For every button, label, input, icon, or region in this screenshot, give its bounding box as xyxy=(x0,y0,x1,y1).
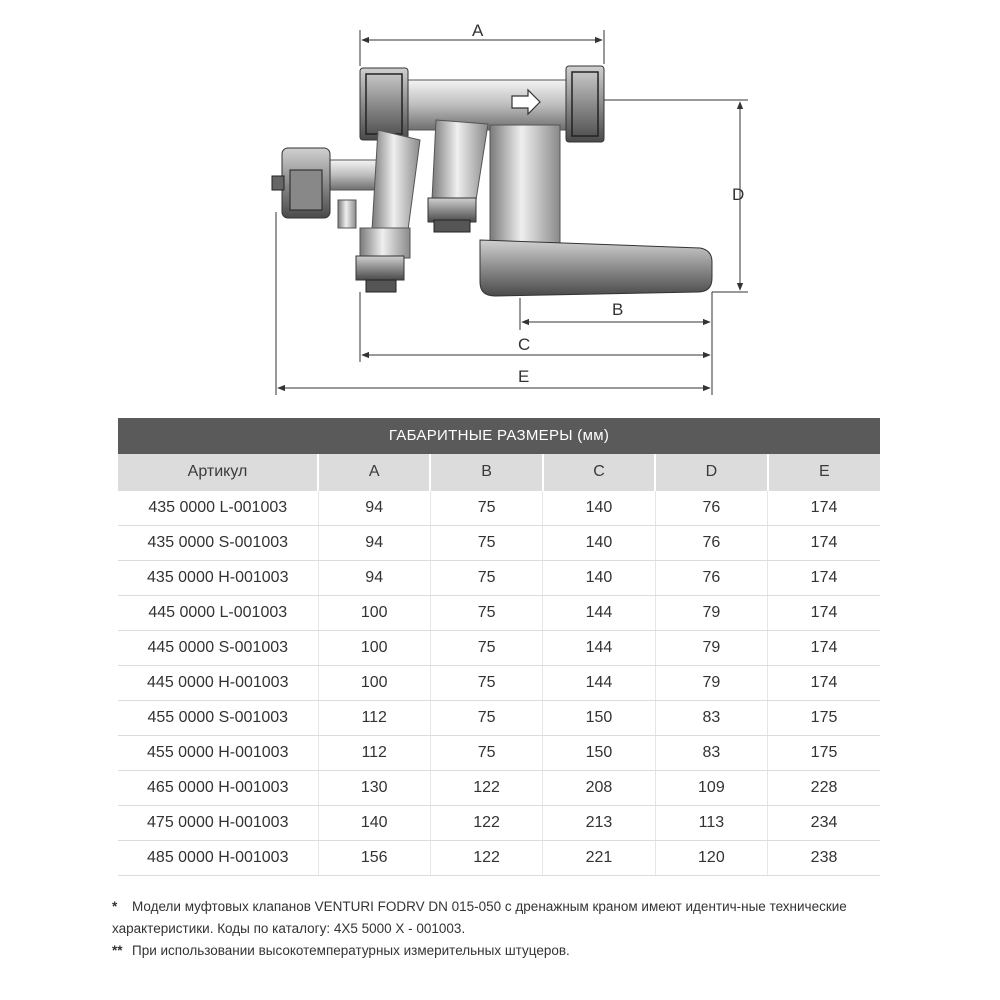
cell-e: 174 xyxy=(768,666,880,701)
cell-a: 94 xyxy=(318,491,430,526)
cell-article: 455 0000 S-001003 xyxy=(118,701,318,736)
cell-d: 120 xyxy=(655,841,767,876)
cell-c: 140 xyxy=(543,526,655,561)
dimensions-table-section xyxy=(118,418,880,876)
cell-article: 475 0000 H-001003 xyxy=(118,806,318,841)
cell-b: 75 xyxy=(430,631,542,666)
dimension-c-label: C xyxy=(518,335,531,354)
footnote-1-text: Модели муфтовых клапанов VENTURI FODRV DN 015-050 с дренажным краном имеют идентич-ные технические характеристики. Коды по каталогу: 4Х5 5000 Х - 001003. xyxy=(112,899,847,936)
cell-article: 445 0000 L-001003 xyxy=(118,596,318,631)
cell-d: 83 xyxy=(655,736,767,771)
table-body xyxy=(118,491,880,876)
valve-technical-drawing xyxy=(0,0,1000,410)
cell-c: 150 xyxy=(543,701,655,736)
cell-article: 455 0000 H-001003 xyxy=(118,736,318,771)
table-header-row xyxy=(118,454,880,491)
cell-e: 174 xyxy=(768,526,880,561)
cell-b: 122 xyxy=(430,771,542,806)
cell-b: 75 xyxy=(430,561,542,596)
cell-a: 94 xyxy=(318,526,430,561)
cell-c: 208 xyxy=(543,771,655,806)
table-row xyxy=(118,561,880,596)
table-row xyxy=(118,701,880,736)
cell-c: 140 xyxy=(543,561,655,596)
footnote-2-mark: ** xyxy=(112,943,123,958)
cell-article: 445 0000 H-001003 xyxy=(118,666,318,701)
cell-b: 122 xyxy=(430,806,542,841)
cell-e: 174 xyxy=(768,596,880,631)
header-d: D xyxy=(655,454,767,491)
cell-a: 94 xyxy=(318,561,430,596)
cell-e: 228 xyxy=(768,771,880,806)
cell-d: 79 xyxy=(655,596,767,631)
cell-a: 140 xyxy=(318,806,430,841)
header-b: B xyxy=(430,454,542,491)
cell-a: 130 xyxy=(318,771,430,806)
cell-c: 221 xyxy=(543,841,655,876)
cell-d: 76 xyxy=(655,561,767,596)
cell-b: 75 xyxy=(430,526,542,561)
header-article: Артикул xyxy=(118,454,318,491)
cell-a: 100 xyxy=(318,596,430,631)
cell-a: 156 xyxy=(318,841,430,876)
header-c: C xyxy=(543,454,655,491)
cell-c: 144 xyxy=(543,666,655,701)
cell-c: 213 xyxy=(543,806,655,841)
cell-d: 83 xyxy=(655,701,767,736)
cell-c: 144 xyxy=(543,596,655,631)
cell-a: 112 xyxy=(318,736,430,771)
table-row xyxy=(118,771,880,806)
footnote-1 xyxy=(112,896,872,940)
cell-d: 79 xyxy=(655,666,767,701)
cell-c: 150 xyxy=(543,736,655,771)
cell-b: 75 xyxy=(430,596,542,631)
cell-article: 435 0000 L-001003 xyxy=(118,491,318,526)
dimension-d-label: D xyxy=(732,185,745,204)
cell-article: 445 0000 S-001003 xyxy=(118,631,318,666)
dimension-a-label: A xyxy=(472,21,484,40)
cell-e: 174 xyxy=(768,491,880,526)
cell-article: 435 0000 S-001003 xyxy=(118,526,318,561)
table-row xyxy=(118,631,880,666)
cell-c: 144 xyxy=(543,631,655,666)
cell-article: 435 0000 H-001003 xyxy=(118,561,318,596)
dimension-b-label: B xyxy=(612,300,624,319)
cell-a: 100 xyxy=(318,666,430,701)
cell-b: 75 xyxy=(430,701,542,736)
table-title: ГАБАРИТНЫЕ РАЗМЕРЫ (мм) xyxy=(118,418,880,454)
cell-e: 238 xyxy=(768,841,880,876)
table-row xyxy=(118,736,880,771)
footnote-1-mark: * xyxy=(112,899,118,914)
table-row xyxy=(118,666,880,701)
table-row xyxy=(118,526,880,561)
header-e: E xyxy=(768,454,880,491)
table-row xyxy=(118,596,880,631)
footnote-2-text: При использовании высокотемпературных измерительных штуцеров. xyxy=(132,943,570,958)
cell-d: 109 xyxy=(655,771,767,806)
cell-e: 174 xyxy=(768,631,880,666)
cell-d: 113 xyxy=(655,806,767,841)
cell-c: 140 xyxy=(543,491,655,526)
cell-article: 485 0000 H-001003 xyxy=(118,841,318,876)
cell-article: 465 0000 H-001003 xyxy=(118,771,318,806)
cell-b: 75 xyxy=(430,666,542,701)
dimensions-table xyxy=(118,454,880,876)
table-row xyxy=(118,491,880,526)
table-row xyxy=(118,841,880,876)
dimension-e-label: E xyxy=(518,367,530,386)
cell-e: 175 xyxy=(768,736,880,771)
cell-b: 75 xyxy=(430,736,542,771)
cell-b: 75 xyxy=(430,491,542,526)
table-row xyxy=(118,806,880,841)
header-a: A xyxy=(318,454,430,491)
cell-a: 112 xyxy=(318,701,430,736)
cell-a: 100 xyxy=(318,631,430,666)
footnote-2 xyxy=(112,940,872,962)
cell-d: 79 xyxy=(655,631,767,666)
cell-d: 76 xyxy=(655,526,767,561)
cell-e: 175 xyxy=(768,701,880,736)
cell-b: 122 xyxy=(430,841,542,876)
cell-e: 174 xyxy=(768,561,880,596)
cell-e: 234 xyxy=(768,806,880,841)
footnotes xyxy=(112,896,872,962)
cell-d: 76 xyxy=(655,491,767,526)
